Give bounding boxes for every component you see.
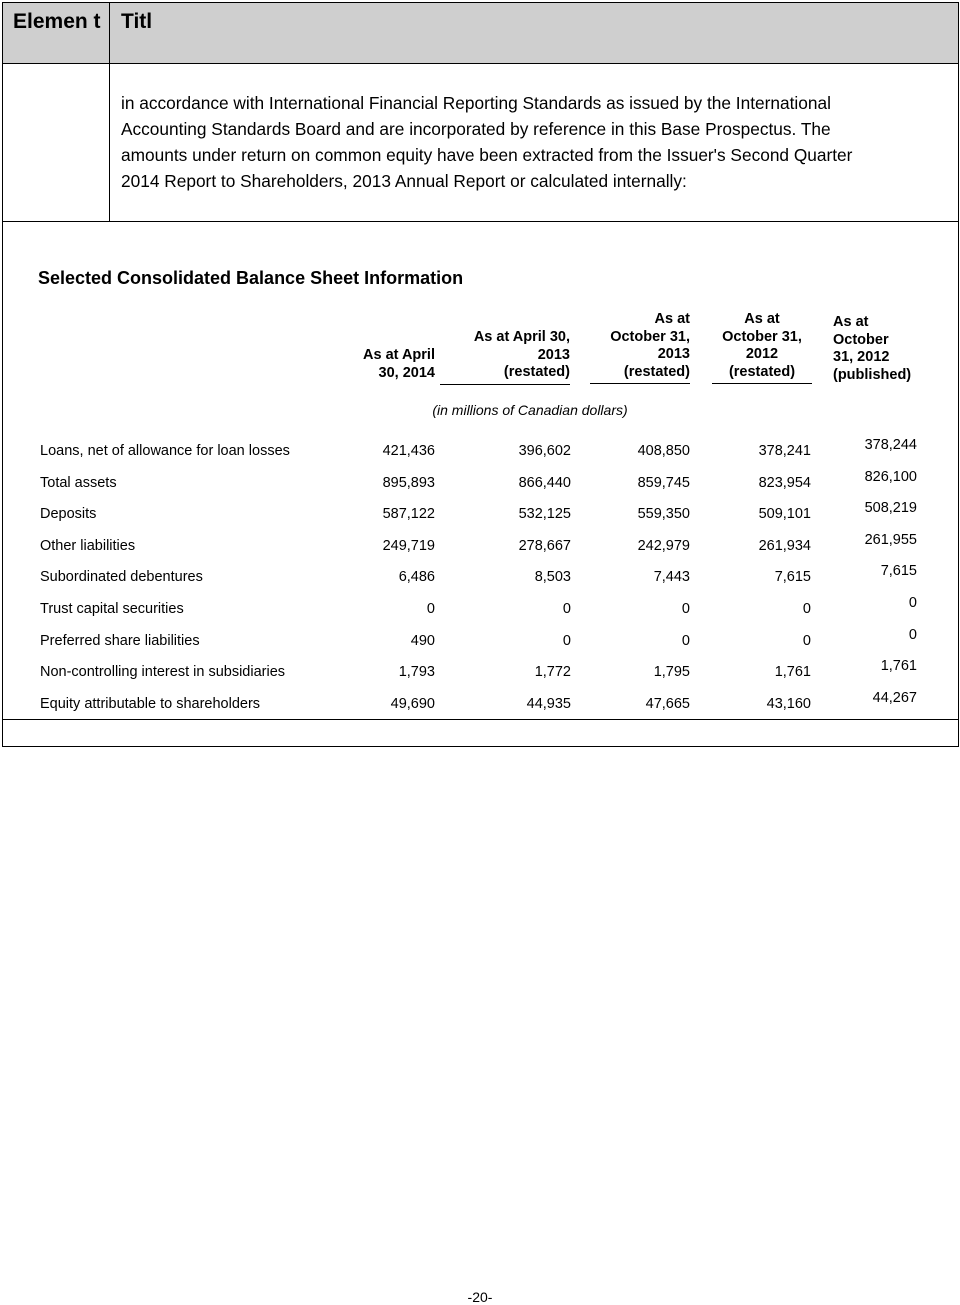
table-header-row (2, 2, 959, 64)
table-row (0, 563, 960, 589)
cell-value: 559,350 (637, 506, 690, 522)
intro-line: 2014 Report to Shareholders, 2013 Annual Report or calculated internally: (121, 171, 687, 191)
cell-value: 6,486 (398, 569, 435, 585)
units-note: (in millions of Canadian dollars) (432, 402, 628, 418)
intro-line: Accounting Standards Board and are incorporated by reference in this Base Prospectus. The (121, 119, 831, 139)
cell-value: 378,241 (758, 443, 811, 459)
row-label: Preferred share liabilities (40, 633, 200, 649)
intro-line: in accordance with International Financial Reporting Standards as issued by the International (121, 93, 831, 113)
cell-value: 396,602 (518, 443, 571, 459)
column-header: As at April 30, 2013 (restated) (440, 329, 570, 385)
cell-value: 1,761 (774, 664, 811, 680)
table-row (0, 532, 960, 558)
row-label: Other liabilities (40, 538, 136, 554)
row-label: Deposits (40, 506, 97, 522)
cell-value: 0 (562, 601, 571, 617)
table-row (0, 469, 960, 495)
section-title: Selected Consolidated Balance Sheet Information (38, 268, 464, 288)
row-label: Subordinated debentures (40, 569, 203, 585)
cell-value: 421,436 (382, 443, 435, 459)
cell-value: 0 (908, 595, 917, 611)
column-divider (109, 3, 110, 63)
cell-value: 7,615 (774, 569, 811, 585)
column-header: As at October 31, 2012 (restated) (712, 311, 812, 384)
table-row (0, 690, 960, 716)
row-label: Non-controlling interest in subsidiaries (40, 664, 286, 680)
cell-value: 859,745 (637, 475, 690, 491)
cell-value: 532,125 (518, 506, 571, 522)
cell-value: 43,160 (766, 696, 811, 712)
page-number: -20- (467, 1289, 493, 1305)
cell-value: 7,443 (653, 569, 690, 585)
cell-value: 249,719 (382, 538, 435, 554)
cell-value: 490 (410, 633, 435, 649)
cell-value: 508,219 (864, 500, 917, 516)
cell-value: 0 (426, 601, 435, 617)
header-element-cell: Elemen t (13, 10, 101, 33)
column-header: As at October 31, 2012 (published) (833, 314, 912, 383)
cell-value: 1,795 (653, 664, 690, 680)
row-label: Equity attributable to shareholders (40, 696, 261, 712)
cell-value: 1,772 (534, 664, 571, 680)
table-bottom-rule (3, 719, 958, 720)
cell-value: 261,955 (864, 532, 917, 548)
cell-value: 47,665 (645, 696, 690, 712)
cell-value: 0 (681, 633, 690, 649)
cell-value: 823,954 (758, 475, 811, 491)
cell-value: 509,101 (758, 506, 811, 522)
cell-value: 895,893 (382, 475, 435, 491)
cell-value: 44,935 (526, 696, 571, 712)
row-label: Total assets (40, 475, 117, 491)
cell-value: 0 (802, 601, 811, 617)
cell-value: 261,934 (758, 538, 811, 554)
row-label: Trust capital securities (40, 601, 184, 617)
intro-line: amounts under return on common equity have been extracted from the Issuer's Second Quarter (121, 145, 853, 165)
column-divider (109, 64, 110, 221)
cell-value: 0 (908, 627, 917, 643)
cell-value: 7,615 (880, 563, 917, 579)
cell-value: 0 (681, 601, 690, 617)
cell-value: 242,979 (637, 538, 690, 554)
table-row (0, 595, 960, 621)
header-title-cell: Titl (121, 10, 153, 33)
table-row (0, 437, 960, 463)
cell-value: 44,267 (872, 690, 917, 706)
cell-value: 866,440 (518, 475, 571, 491)
cell-value: 587,122 (382, 506, 435, 522)
column-header: As at October 31, 2013 (restated) (590, 311, 690, 384)
cell-value: 0 (802, 633, 811, 649)
table-row (0, 627, 960, 653)
cell-value: 826,100 (864, 469, 917, 485)
column-header: As at April 30, 2014 (363, 347, 435, 381)
intro-paragraph (121, 90, 921, 194)
cell-value: 408,850 (637, 443, 690, 459)
cell-value: 49,690 (390, 696, 435, 712)
cell-value: 378,244 (864, 437, 917, 453)
cell-value: 278,667 (518, 538, 571, 554)
cell-value: 0 (562, 633, 571, 649)
cell-value: 8,503 (534, 569, 571, 585)
table-row (0, 658, 960, 684)
cell-value: 1,793 (398, 664, 435, 680)
row-label: Loans, net of allowance for loan losses (40, 443, 290, 459)
intro-row (2, 63, 959, 222)
cell-value: 1,761 (880, 658, 917, 674)
table-row (0, 500, 960, 526)
